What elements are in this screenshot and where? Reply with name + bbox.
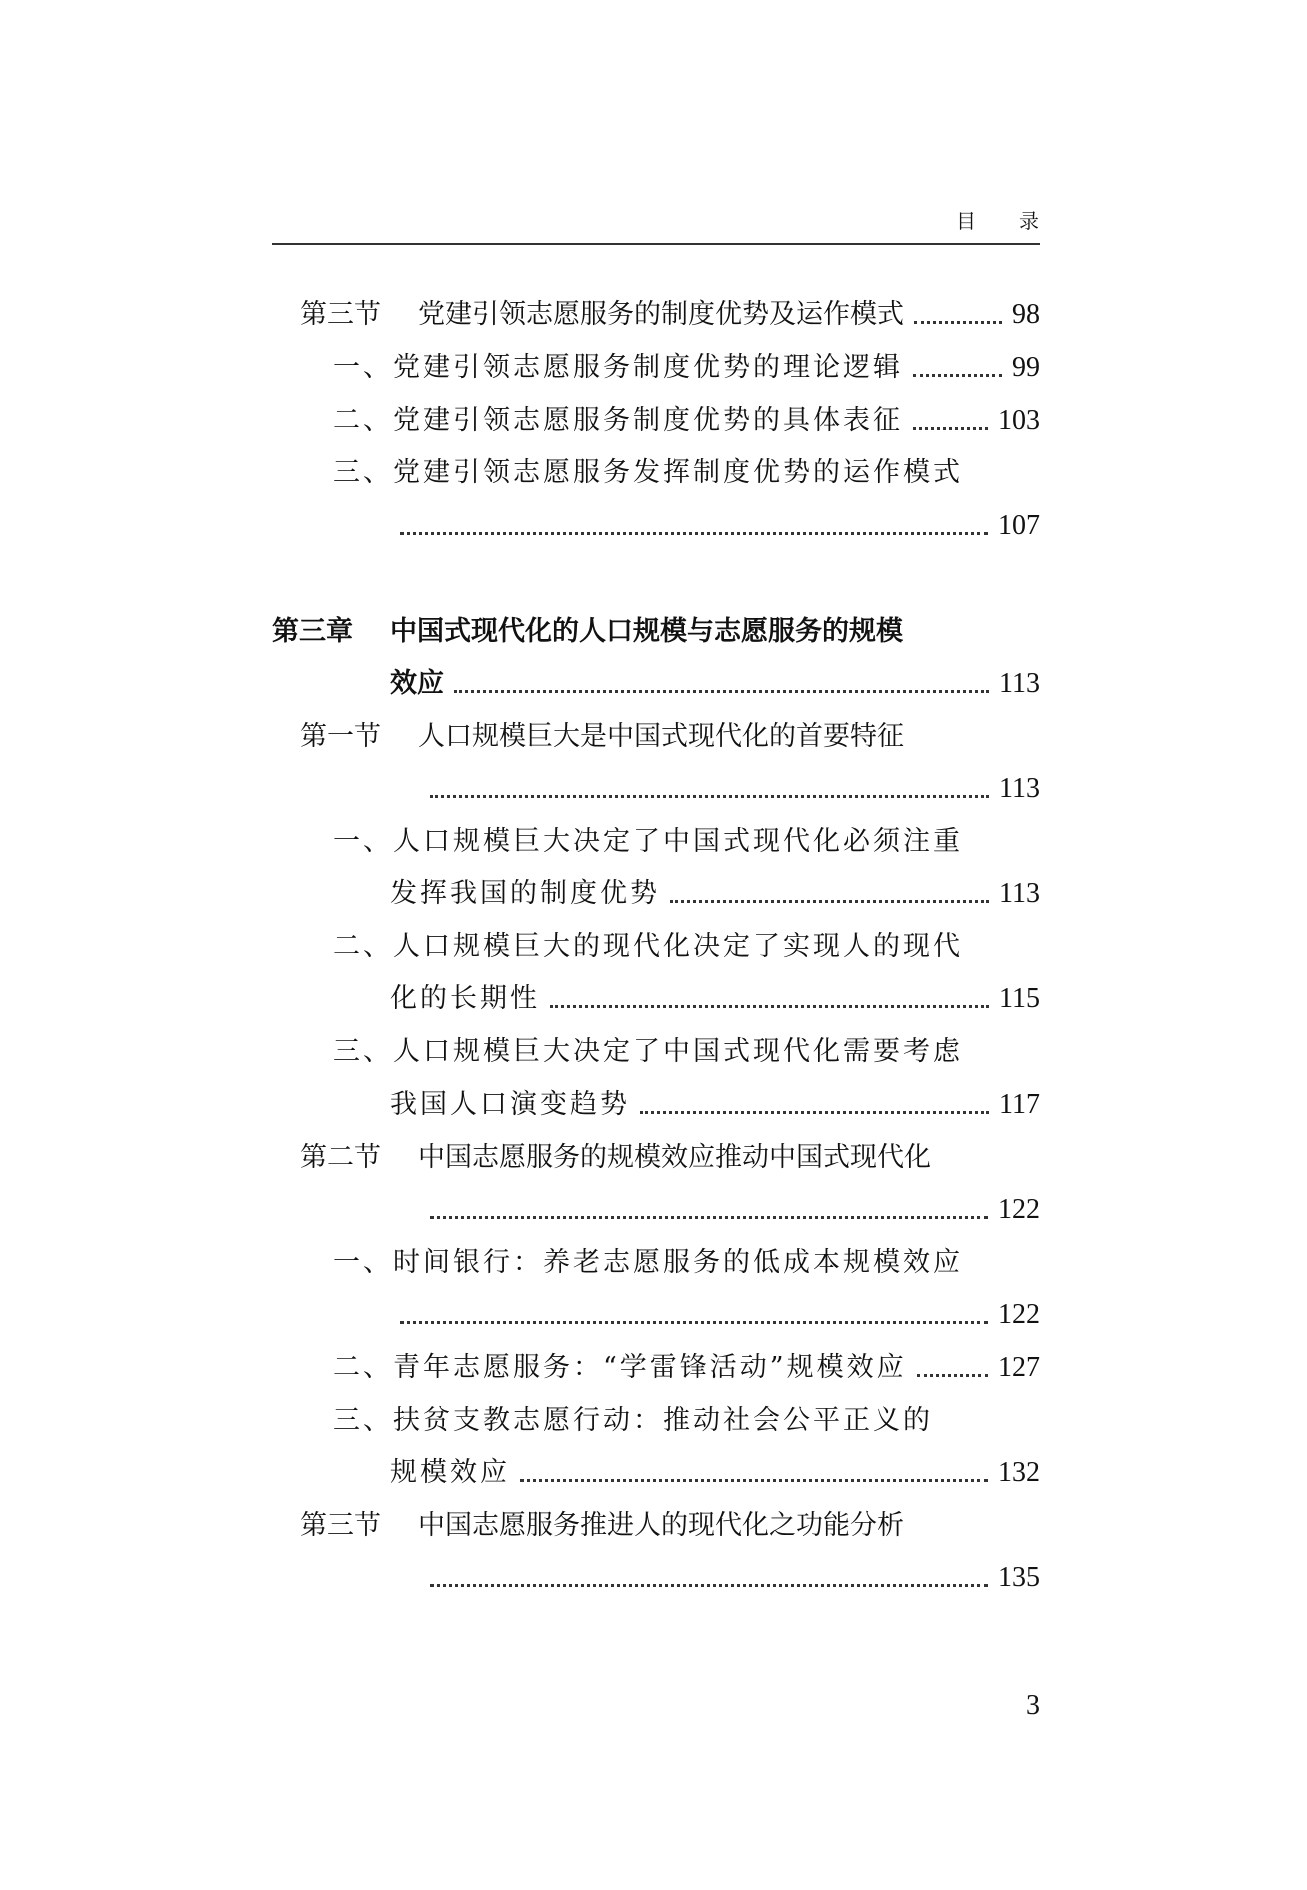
page-number: 103 [998, 405, 1040, 436]
toc-entry-item-continuation[interactable] [400, 506, 1040, 546]
dot-leader [913, 427, 988, 430]
dot-leader [430, 795, 989, 798]
dot-leader [520, 1479, 988, 1482]
toc-entry-item-continuation[interactable] [390, 874, 1040, 914]
item-title[interactable]: 一、人口规模巨大决定了中国式现代化必须注重 [333, 826, 963, 857]
item-title[interactable]: 三、扶贫支教志愿行动：推动社会公平正义的 [333, 1405, 933, 1436]
item-title: 二、青年志愿服务：“学雷锋活动”规模效应 [333, 1352, 907, 1383]
running-header-char-1: 目 [956, 209, 977, 233]
toc-entry-item-continuation[interactable] [390, 1085, 1040, 1125]
section-title: 党建引领志愿服务的制度优势及运作模式 [418, 299, 904, 330]
dot-leader [550, 1005, 989, 1008]
item-title-continuation: 我国人口演变趋势 [390, 1089, 630, 1120]
item-title: 一、党建引领志愿服务制度优势的理论逻辑 [333, 352, 903, 383]
dot-leader [400, 532, 988, 535]
page-number: 122 [998, 1299, 1040, 1330]
section-title: 中国志愿服务的规模效应推动中国式现代化 [418, 1142, 931, 1173]
dot-leader [430, 1216, 988, 1219]
page-number: 113 [999, 668, 1040, 699]
running-header-char-2: 录 [1019, 209, 1040, 233]
item-title-continuation: 规模效应 [390, 1457, 510, 1488]
page-number: 99 [1012, 352, 1040, 383]
folio-page-number: 3 [1026, 1690, 1040, 1721]
page-number: 98 [1012, 299, 1040, 330]
section-label: 第三节 [300, 1510, 381, 1541]
section-label: 第一节 [300, 721, 381, 752]
page-number: 127 [998, 1352, 1040, 1383]
section-title: 人口规模巨大是中国式现代化的首要特征 [418, 721, 904, 752]
dot-leader [640, 1111, 989, 1114]
chapter-title-continuation: 效应 [390, 668, 444, 699]
dot-leader [430, 1584, 988, 1587]
toc-entry-chapter-continuation[interactable] [390, 664, 1040, 704]
toc-entry-item-continuation[interactable] [400, 1295, 1040, 1335]
dot-leader [914, 321, 1002, 324]
page-number: 132 [998, 1457, 1040, 1488]
toc-entry-section[interactable] [300, 295, 1040, 335]
toc-entry-item[interactable] [333, 1348, 1040, 1388]
item-title: 二、党建引领志愿服务制度优势的具体表征 [333, 405, 903, 436]
page-number: 115 [999, 983, 1040, 1014]
page-number: 135 [998, 1562, 1040, 1593]
dot-leader [454, 690, 989, 693]
toc-entry-item-continuation[interactable] [390, 979, 1040, 1019]
page-number: 107 [998, 510, 1040, 541]
page-number: 113 [999, 878, 1040, 909]
dot-leader [913, 374, 1002, 377]
page-number: 113 [999, 773, 1040, 804]
chapter-label: 第三章 [272, 616, 353, 647]
chapter-title: 中国式现代化的人口规模与志愿服务的规模 [390, 616, 903, 647]
page-number: 117 [999, 1089, 1040, 1120]
page-number: 122 [998, 1194, 1040, 1225]
item-title[interactable]: 三、党建引领志愿服务发挥制度优势的运作模式 [333, 457, 963, 488]
toc-entry-section-continuation[interactable] [430, 1190, 1040, 1230]
toc-entry-item[interactable] [333, 401, 1040, 441]
toc-entry-section[interactable] [300, 1506, 904, 1546]
section-label: 第二节 [300, 1142, 381, 1173]
item-title[interactable]: 二、人口规模巨大的现代化决定了实现人的现代 [333, 931, 963, 962]
toc-entry-chapter[interactable] [272, 612, 903, 652]
toc-entry-section[interactable] [300, 717, 904, 757]
item-title[interactable]: 一、时间银行：养老志愿服务的低成本规模效应 [333, 1247, 963, 1278]
item-title-continuation: 化的长期性 [390, 983, 540, 1014]
dot-leader [917, 1374, 988, 1377]
toc-entry-section[interactable] [300, 1138, 931, 1178]
header-rule [272, 243, 1040, 245]
dot-leader [670, 900, 989, 903]
item-title[interactable]: 三、人口规模巨大决定了中国式现代化需要考虑 [333, 1036, 963, 1067]
dot-leader [400, 1321, 988, 1324]
toc-entry-section-continuation[interactable] [430, 1558, 1040, 1598]
toc-entry-item-continuation[interactable] [390, 1453, 1040, 1493]
running-header [272, 205, 1040, 234]
item-title-continuation: 发挥我国的制度优势 [390, 878, 660, 909]
toc-entry-item[interactable] [333, 348, 1040, 388]
section-label: 第三节 [300, 299, 381, 330]
section-title: 中国志愿服务推进人的现代化之功能分析 [418, 1510, 904, 1541]
toc-entry-section-continuation[interactable] [430, 769, 1040, 809]
